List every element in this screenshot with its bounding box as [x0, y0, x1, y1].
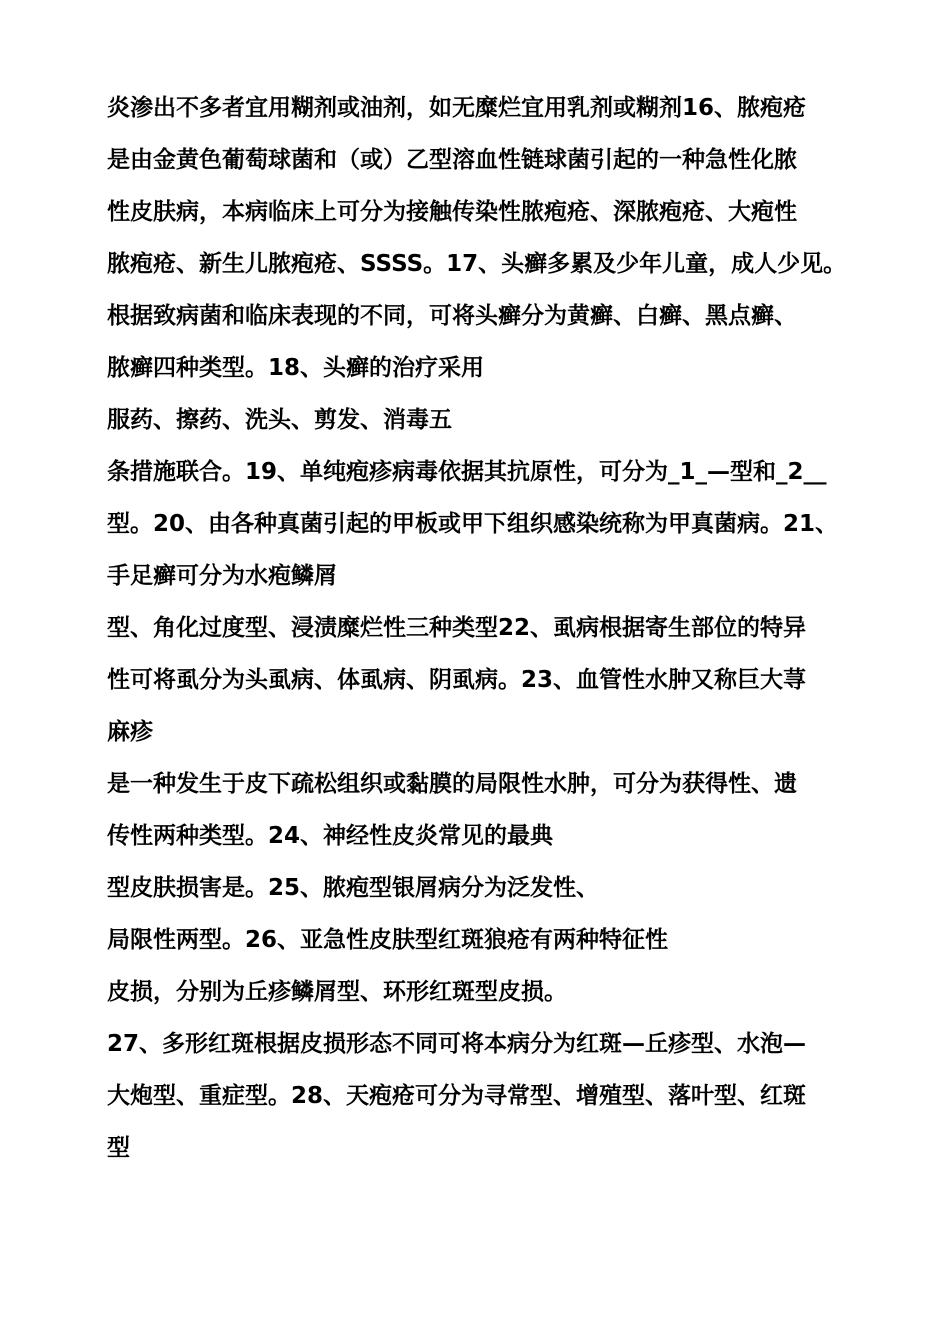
text-line: 27、多形红斑根据皮损形态不同可将本病分为红斑—丘疹型、水泡— [107, 1031, 807, 1057]
text-line: 大炮型、重症型。28、天疱疮可分为寻常型、增殖型、落叶型、红斑 [107, 1083, 807, 1109]
text-line: 皮损，分别为丘疹鳞屑型、环形红斑型皮损。 [107, 979, 567, 1005]
text-line: 性可将虱分为头虱病、体虱病、阴虱病。23、血管性水肿又称巨大荨 [107, 667, 807, 693]
text-line: 是一种发生于皮下疏松组织或黏膜的局限性水肿，可分为获得性、遗 [107, 771, 797, 797]
text-line: 根据致病菌和临床表现的不同，可将头癣分为黄癣、白癣、黑点癣、 [107, 303, 797, 329]
text-line: 是由金黄色葡萄球菌和（或）乙型溶血性链球菌引起的一种急性化脓 [107, 147, 797, 173]
text-line: 型皮肤损害是。25、脓疱型银屑病分为泛发性、 [107, 875, 600, 901]
text-line: 型、角化过度型、浸渍糜烂性三种类型22、虱病根据寄生部位的特异 [107, 615, 807, 641]
text-line: 性皮肤病，本病临床上可分为接触传染性脓疱疮、深脓疱疮、大疱性 [107, 199, 797, 225]
text-line: 手足癣可分为水疱鳞屑 [107, 563, 337, 589]
text-line: 条措施联合。19、单纯疱疹病毒依据其抗原性，可分为_1_—型和_2__ [107, 459, 827, 485]
text-line: 服药、擦药、洗头、剪发、消毒五 [107, 407, 452, 433]
text-line: 脓疱疮、新生儿脓疱疮、SSSS。17、头癣多累及少年儿童，成人少见。 [107, 251, 847, 277]
text-line: 脓癣四种类型。18、头癣的治疗采用 [107, 355, 485, 381]
text-line: 局限性两型。26、亚急性皮肤型红斑狼疮有两种特征性 [107, 927, 669, 953]
text-line: 传性两种类型。24、神经性皮炎常见的最典 [107, 823, 554, 849]
text-line: 麻疹 [107, 719, 153, 745]
text-line: 型 [107, 1135, 130, 1161]
text-line: 型。20、由各种真菌引起的甲板或甲下组织感染统称为甲真菌病。21、 [107, 511, 839, 537]
text-line: 炎渗出不多者宜用糊剂或油剂，如无糜烂宜用乳剂或糊剂16、脓疱疮 [107, 95, 807, 121]
